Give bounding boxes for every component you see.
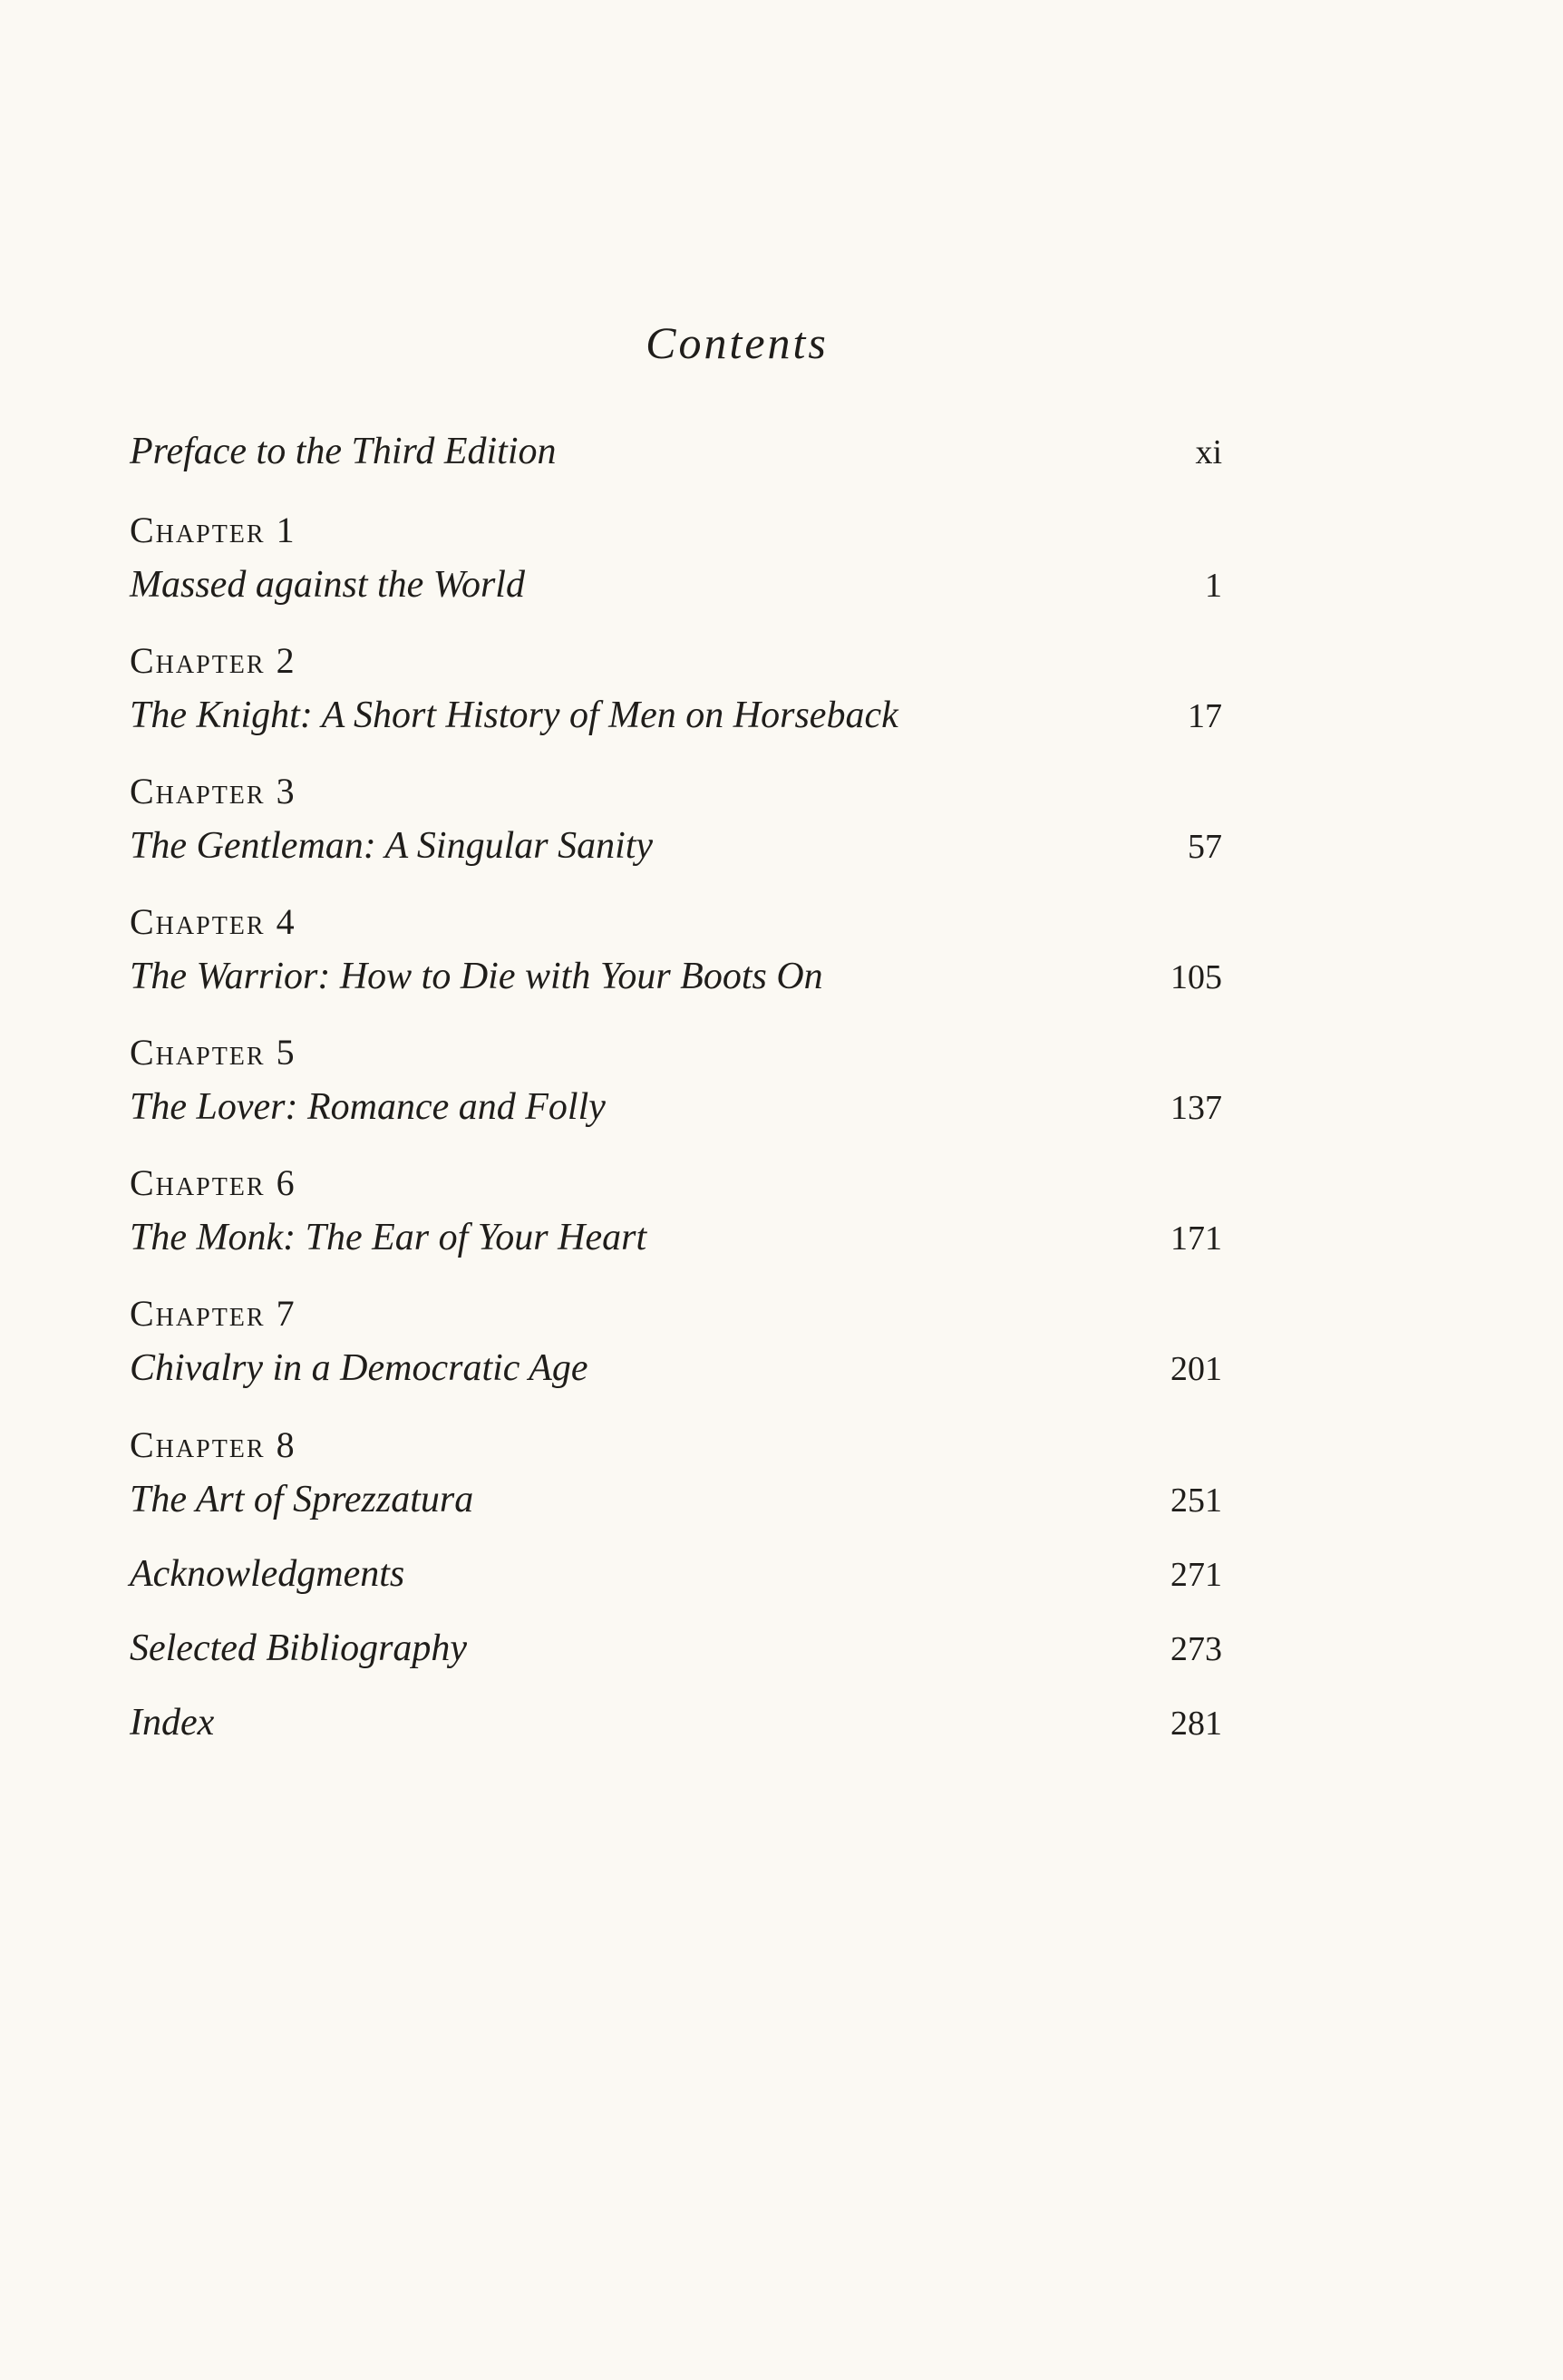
entry-title: Massed against the World xyxy=(130,564,525,606)
toc-entry xyxy=(130,1625,1222,1673)
page-number: 251 xyxy=(1170,1481,1222,1520)
page-number: 137 xyxy=(1170,1089,1222,1127)
toc-entry xyxy=(130,1550,1222,1598)
toc-entry xyxy=(130,1214,1222,1262)
toc-entry xyxy=(130,561,1222,609)
chapter-label: Chapter 7 xyxy=(130,1293,296,1334)
entry-title: Selected Bibliography xyxy=(130,1627,468,1669)
chapter-label: Chapter 8 xyxy=(130,1424,296,1465)
toc-entry xyxy=(130,822,1222,870)
chapter-label: Chapter 3 xyxy=(130,771,296,811)
page-number: xi xyxy=(1195,433,1222,471)
chapter-label: Chapter 1 xyxy=(130,510,296,550)
page-number: 281 xyxy=(1170,1705,1222,1743)
toc-entry xyxy=(130,1083,1222,1132)
toc-entry xyxy=(130,953,1222,1001)
page-number: 273 xyxy=(1170,1630,1222,1668)
page-number: 171 xyxy=(1170,1219,1222,1258)
toc-entry xyxy=(130,692,1222,740)
page-number: 271 xyxy=(1170,1556,1222,1594)
entry-title: Chivalry in a Democratic Age xyxy=(130,1347,588,1389)
toc-entry xyxy=(130,1345,1222,1393)
toc-entry xyxy=(130,428,1222,476)
entry-title: Index xyxy=(130,1702,215,1744)
entry-title: The Art of Sprezzatura xyxy=(130,1479,474,1520)
entry-title: The Gentleman: A Singular Sanity xyxy=(130,825,654,867)
toc-entry xyxy=(130,1699,1222,1747)
chapter-label: Chapter 2 xyxy=(130,640,296,681)
page-number: 1 xyxy=(1205,567,1222,605)
page-number: 57 xyxy=(1188,828,1222,866)
entry-title: Preface to the Third Edition xyxy=(130,431,557,472)
page-number: 17 xyxy=(1188,697,1222,735)
entry-title: Acknowledgments xyxy=(130,1553,405,1595)
toc-entry xyxy=(130,1476,1222,1524)
entry-title: The Monk: The Ear of Your Heart xyxy=(130,1217,647,1258)
entry-title: The Lover: Romance and Folly xyxy=(130,1086,606,1128)
page-title: Contents xyxy=(646,317,829,368)
chapter-label: Chapter 4 xyxy=(130,901,296,942)
page-number: 201 xyxy=(1170,1350,1222,1388)
chapter-label: Chapter 5 xyxy=(130,1032,296,1073)
entry-title: The Warrior: How to Die with Your Boots On xyxy=(130,956,823,997)
entry-title: The Knight: A Short History of Men on Horseback xyxy=(130,695,898,736)
chapter-label: Chapter 6 xyxy=(130,1162,296,1203)
page-number: 105 xyxy=(1170,958,1222,996)
